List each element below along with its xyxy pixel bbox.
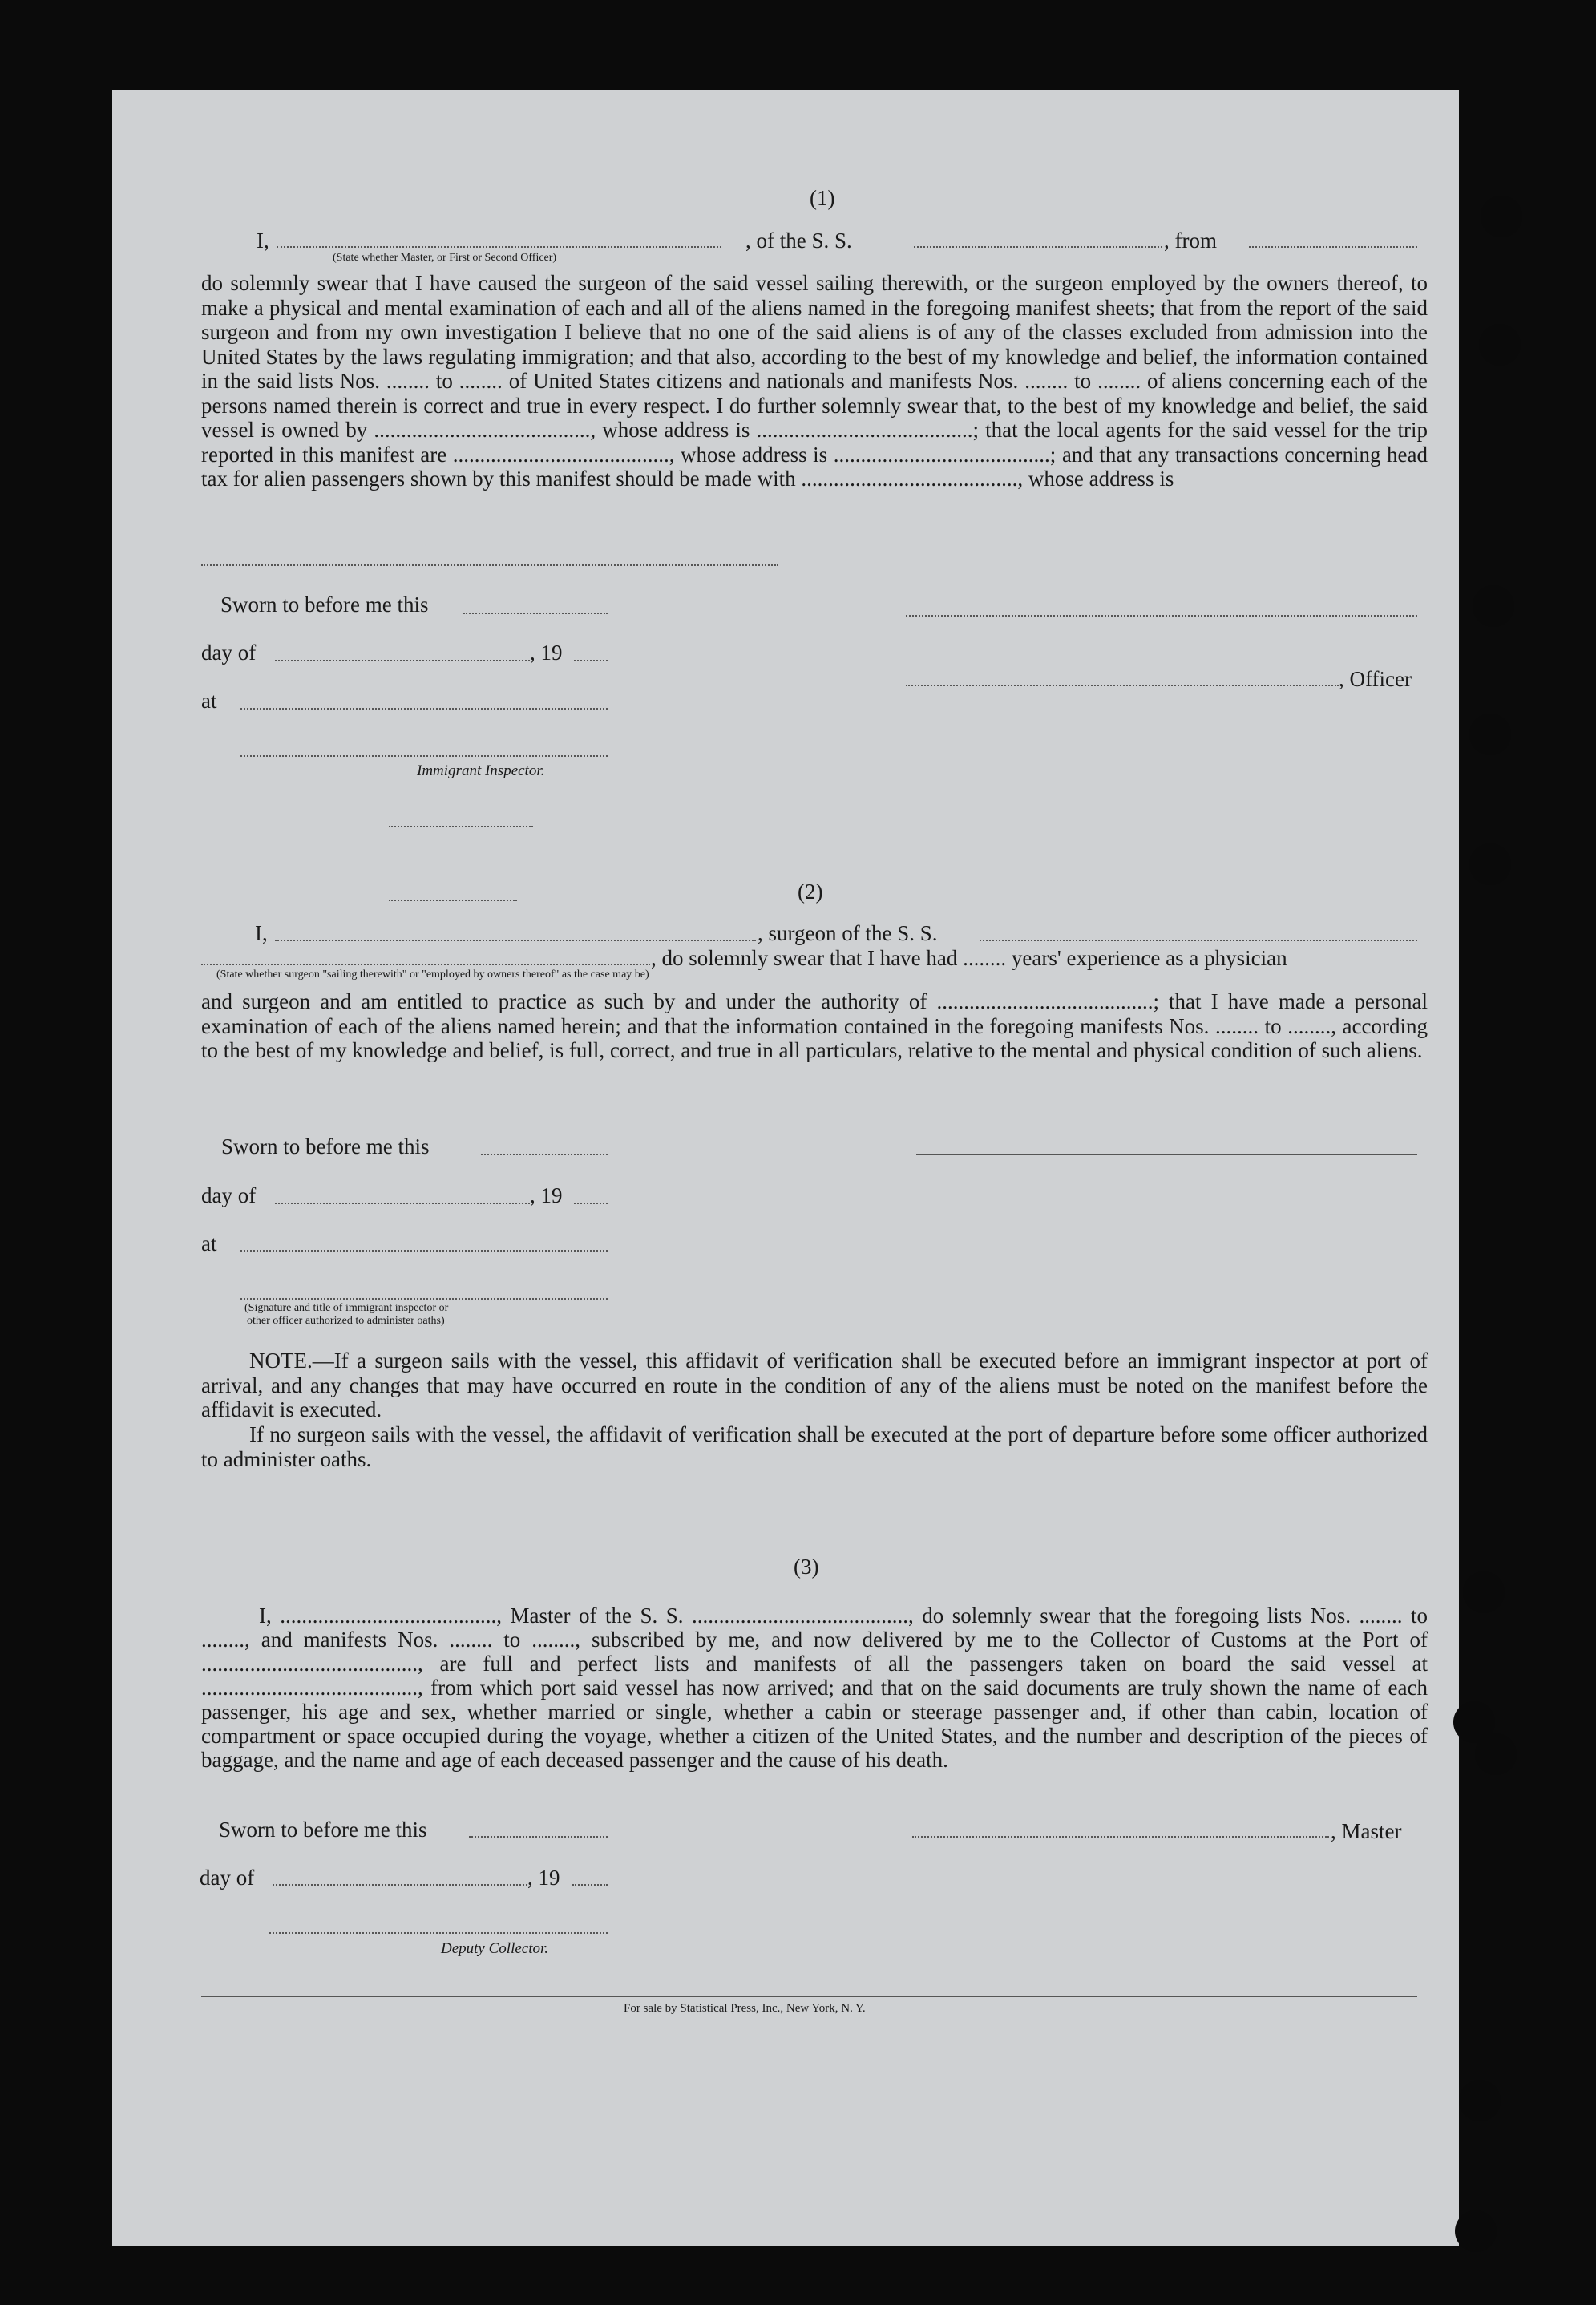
s3-month-field[interactable] <box>273 1884 527 1886</box>
s3-collector-signature-field[interactable] <box>269 1932 608 1934</box>
punch-hole <box>1479 324 1521 366</box>
footer-rule <box>201 1996 1417 1997</box>
s2-at-label: at <box>201 1231 217 1256</box>
s1-inspector-caption: Immigrant Inspector. <box>417 762 545 779</box>
punch-hole <box>1469 843 1511 885</box>
s1-at-field[interactable] <box>240 708 608 710</box>
s3-day-of-label: day of <box>200 1866 255 1890</box>
s2-surgeon-of-label: , surgeon of the S. S. <box>758 921 938 945</box>
s3-master-signature-field[interactable] <box>912 1836 1329 1838</box>
section-2-number: (2) <box>798 880 823 904</box>
s2-month-field[interactable] <box>275 1203 530 1204</box>
s2-swear-line: , do solemnly swear that I have had ........ years' experience as a physician <box>651 946 1287 970</box>
s2-top-dots <box>389 900 517 901</box>
s1-from-port-field[interactable] <box>1249 246 1417 248</box>
s2-surgeon-name-field[interactable] <box>275 940 756 941</box>
s2-surgeon-status-field[interactable] <box>201 964 650 965</box>
s3-body: I, ........................................, Master of the S. S. ........................................, do solemnly swear that the foregoing lists Nos. ........ to ........, and manifests Nos. ........ to ........, subscribed by me, and now delivered by me to the Collector of Customs at the Port of ........................................, are full and perfect lists and manifests of all the passengers taken on board the said vessel at ........................................, from which port said vessel has now arrived; and that on the said documents are truly shown the name of each passenger, his age and sex, whether married or single, whether a cabin or steerage passenger and, if other than cabin, location of compartment or space occupied during the voyage, whether a citizen of the United States, and the number and description of the pieces of baggage, and the name and age of each deceased passenger and the cause of his death. <box>201 1603 1428 1772</box>
s3-sworn-label: Sworn to before me this <box>219 1818 427 1842</box>
s3-year-field[interactable] <box>572 1884 608 1886</box>
punch-hole <box>1481 196 1522 237</box>
s1-officer-signature-field[interactable] <box>906 685 1339 686</box>
section-3-number: (3) <box>794 1555 819 1579</box>
punch-hole <box>1473 585 1514 627</box>
s1-body: do solemnly swear that I have caused the surgeon of the said vessel sailing therewith, or the surgeon employed by the owners thereof, to make a physical and mental examination of each and all of the aliens named in the foregoing manifest sheets; that from the report of the said surgeon and from my own investigation I believe that no one of the said aliens is of any of the classes excluded from admission into the United States by the laws regulating immigration; and that also, according to the best of my knowledge and belief, the information contained in the said lists Nos. ........ to ........ of United States citizens and nationals and manifests Nos. ........ to ........ of aliens concerning each of the persons named therein is correct and true in every respect. I do further solemnly swear that, to the best of my knowledge and belief, the said vessel is owned by ........................................, whose address is ........................................; that the local agents for the said vessel for the trip reported in this manifest are ........................................, whose address is ........................................; and that any transactions concerning head tax for alien passengers shown by this manifest should be made with ........................................, whose address is <box>201 271 1428 491</box>
s2-at-field[interactable] <box>240 1250 608 1252</box>
s1-year-field[interactable] <box>574 660 608 661</box>
section-1-number: (1) <box>810 186 835 210</box>
s2-signature-caption-2: other officer authorized to administer oaths) <box>247 1315 445 1327</box>
s1-day-of-label: day of <box>201 641 257 665</box>
s2-body: and surgeon and am entitled to practice as such by and under the authority of ........................................; that I have made a personal examination of each of the aliens named herein; and that the information contained in the foregoing manifests Nos. ........ to ........, according to the best of my knowledge and belief, is full, correct, and true in all particulars, relative to the mental and physical condition of such aliens. <box>201 989 1428 1062</box>
s1-month-field[interactable] <box>275 660 530 661</box>
s2-note-2: If no surgeon sails with the vessel, the affidavit of verification shall be executed at the port of departure before some officer authorized to administer oaths. <box>201 1422 1428 1471</box>
s2-year-label: , 19 <box>530 1183 563 1207</box>
s1-i-label: I, <box>257 228 269 253</box>
printer-footer: For sale by Statistical Press, Inc., New York, N. Y. <box>624 2002 866 2015</box>
s2-signature-field[interactable] <box>916 1154 1417 1155</box>
s2-year-field[interactable] <box>574 1203 608 1204</box>
s3-collector-caption: Deputy Collector. <box>441 1940 549 1957</box>
s2-ship-name-field[interactable] <box>980 940 1417 941</box>
s3-sworn-day-field[interactable] <box>469 1836 608 1838</box>
s1-inspector-signature-field[interactable] <box>240 755 608 757</box>
punch-hole <box>1459 2080 1501 2121</box>
s1-address-field[interactable] <box>201 564 778 566</box>
s1-sworn-label: Sworn to before me this <box>220 592 429 617</box>
s1-at-label: at <box>201 689 217 713</box>
s1-officer-name-field[interactable] <box>277 246 721 248</box>
s1-signature-field[interactable] <box>906 615 1417 617</box>
s3-master-label: , Master <box>1331 1819 1402 1843</box>
s1-ship-name-field[interactable] <box>914 246 1162 248</box>
s1-year-label: , 19 <box>530 641 563 665</box>
s1-from-label: , from <box>1164 228 1217 253</box>
s2-day-of-label: day of <box>201 1183 257 1207</box>
s2-i-label: I, <box>255 921 268 945</box>
form-sheet <box>112 90 1459 2246</box>
punch-hole <box>1463 1571 1505 1613</box>
s1-of-ss-label: , of the S. S. <box>745 228 852 253</box>
s1-extra-dots <box>389 826 533 827</box>
s2-note-1: NOTE.—If a surgeon sails with the vessel, this affidavit of verification shall be executed before an immigrant inspector at port of arrival, and any changes that may have occurred en route in the condition of any of the aliens must be noted on the manifest before the affidavit is executed. <box>201 1349 1428 1421</box>
punch-hole <box>1475 1733 1517 1775</box>
s2-sworn-day-field[interactable] <box>481 1154 608 1155</box>
s2-signature-line[interactable] <box>240 1298 608 1300</box>
s1-sworn-day-field[interactable] <box>463 613 608 614</box>
s3-year-label: , 19 <box>527 1866 560 1890</box>
s2-sworn-label: Sworn to before me this <box>221 1134 430 1159</box>
s2-surgeon-caption: (State whether surgeon "sailing therewith" or "employed by owners thereof" as the case may be) <box>216 969 649 981</box>
s1-officer-caption: (State whether Master, or First or Second Officer) <box>333 252 557 264</box>
punch-hole <box>1455 2210 1497 2252</box>
s1-officer-label: , Officer <box>1339 667 1412 691</box>
punch-hole <box>1469 714 1511 755</box>
s2-signature-caption-1: (Signature and title of immigrant inspector or <box>244 1302 449 1314</box>
